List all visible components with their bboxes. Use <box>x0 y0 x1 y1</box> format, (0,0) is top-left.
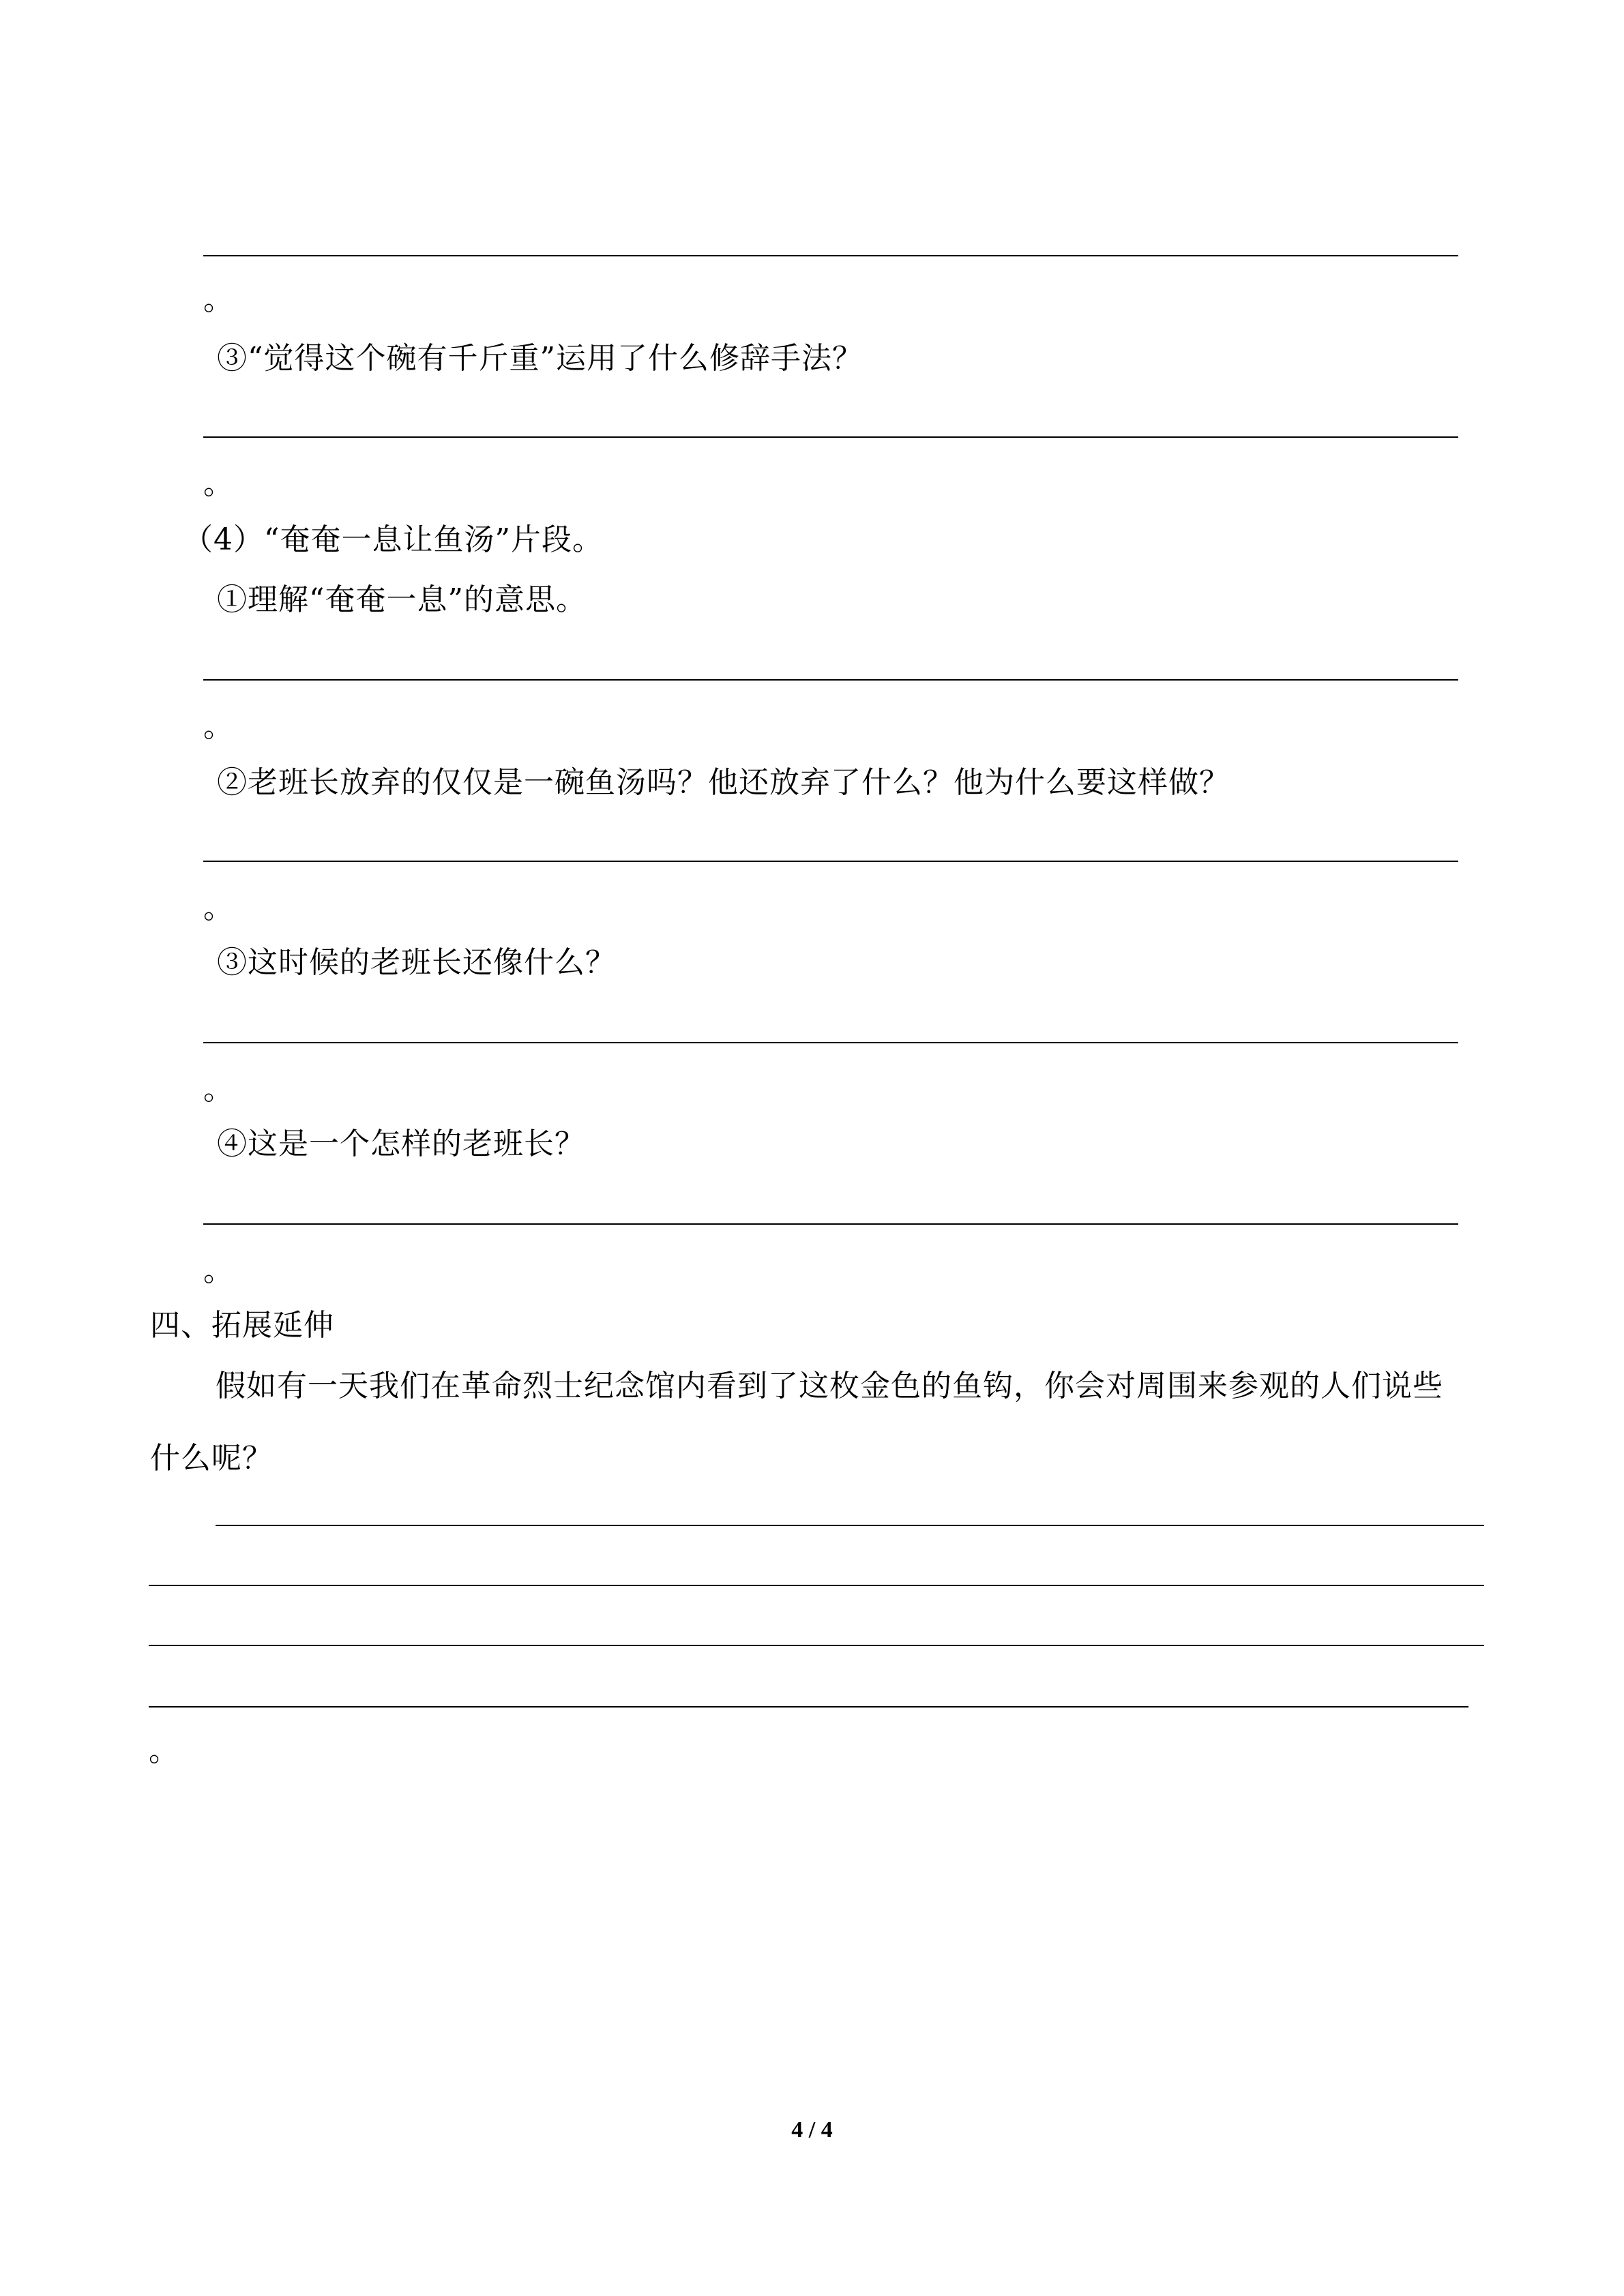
page-number: 4 / 4 <box>791 2117 833 2143</box>
answer-line <box>203 1223 1458 1225</box>
answer-line <box>203 436 1458 438</box>
answer-line <box>149 1585 1484 1586</box>
answer-line <box>216 1525 1484 1526</box>
question-4-1: ①理解“奄奄一息”的意思。 <box>217 582 587 617</box>
answer-line <box>203 861 1458 862</box>
end-mark: 。 <box>203 1072 233 1107</box>
question-3-3: ③“觉得这个碗有千斤重”运用了什么修辞手法？ <box>217 341 863 376</box>
end-mark: 。 <box>203 891 233 925</box>
answer-line <box>203 679 1458 681</box>
end-mark: 。 <box>203 1253 233 1288</box>
answer-line <box>149 1706 1468 1708</box>
answer-line <box>203 255 1458 256</box>
question-4-4: ④这是一个怎样的老班长？ <box>217 1127 585 1161</box>
answer-line <box>149 1645 1484 1646</box>
question-4-title: （4）“奄奄一息让鱼汤”片段。 <box>183 522 603 557</box>
question-4-2: ②老班长放弃的仅仅是一碗鱼汤吗？他还放弃了什么？他为什么要这样做？ <box>217 765 1230 800</box>
question-4-3: ③这时候的老班长还像什么？ <box>217 945 616 980</box>
section-4-heading: 四、拓展延伸 <box>150 1308 334 1343</box>
end-mark: 。 <box>203 709 233 744</box>
end-mark: 。 <box>203 282 233 317</box>
end-mark: 。 <box>203 466 233 501</box>
end-mark: 。 <box>149 1733 179 1768</box>
section-4-prompt: 假如有一天我们在革命烈士纪念馆内看到了这枚金色的鱼钩，你会对周围来参观的人们说些什么呢？ <box>150 1369 1443 1476</box>
answer-line <box>203 1042 1458 1043</box>
